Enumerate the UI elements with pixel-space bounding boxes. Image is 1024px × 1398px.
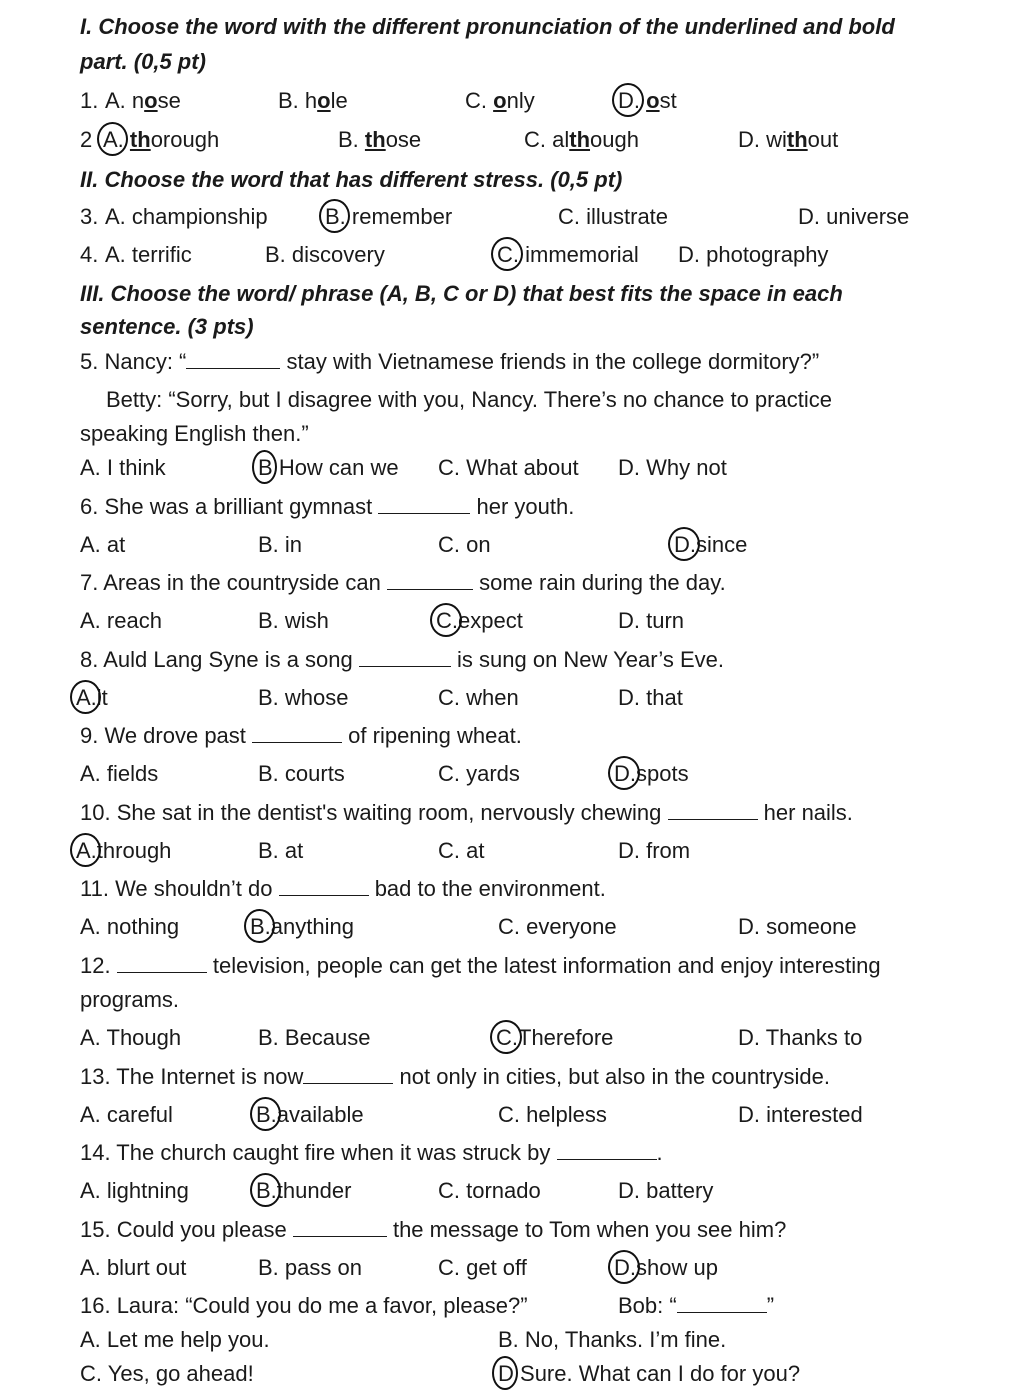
q13-stem: 13. The Internet is now not only in cities, but also in the countryside. — [80, 1064, 830, 1089]
q12-blank[interactable] — [117, 954, 207, 973]
q4-option-d[interactable]: D. photography — [678, 242, 829, 267]
q5-blank[interactable] — [186, 350, 280, 369]
q7-option-a[interactable]: A. reach — [80, 608, 162, 633]
q10-option-d[interactable]: D. from — [618, 838, 691, 863]
q13-option-c[interactable]: C. helpless — [498, 1102, 607, 1127]
q1-answer-circle: D. — [618, 86, 640, 116]
q1-option-a[interactable]: A. nose — [105, 88, 181, 113]
q13-option-b[interactable]: B.available — [256, 1100, 364, 1130]
q15-answer-circle: D. — [614, 1253, 636, 1283]
q5-option-d[interactable]: D. Why not — [618, 455, 727, 480]
q12-stem-line2: programs. — [80, 987, 180, 1012]
q4-option-b[interactable]: B. discovery — [265, 242, 385, 267]
q10-blank[interactable] — [668, 801, 758, 820]
q12-option-c[interactable]: C.Therefore — [496, 1023, 613, 1053]
q7-answer-circle: C. — [436, 606, 458, 636]
q11-blank[interactable] — [279, 877, 369, 896]
q16-option-a[interactable]: A. Let me help you. — [80, 1327, 270, 1352]
q10-answer-circle: A. — [76, 836, 97, 866]
q9-option-b[interactable]: B. courts — [258, 761, 345, 786]
q5-option-a[interactable]: A. I think — [80, 455, 166, 480]
q14-blank[interactable] — [557, 1141, 657, 1160]
q5-stem-line2: Betty: “Sorry, but I disagree with you, Nancy. There’s no chance to practice — [106, 387, 832, 412]
q10-option-b[interactable]: B. at — [258, 838, 304, 863]
q12-stem: 12. television, people can get the latest information and enjoy interesting — [80, 953, 881, 978]
q4-answer-circle: C. — [497, 240, 519, 270]
q4-option-c[interactable]: C. immemorial — [497, 240, 639, 270]
q5-option-c[interactable]: C. What about — [438, 455, 579, 480]
q14-option-d[interactable]: D. battery — [618, 1178, 714, 1203]
q1-option-b[interactable]: B. hole — [278, 88, 348, 113]
q15-option-a[interactable]: A. blurt out — [80, 1255, 187, 1280]
q8-option-d[interactable]: D. that — [618, 685, 683, 710]
q1-option-d[interactable]: D. ost — [618, 86, 677, 116]
q13-option-d[interactable]: D. interested — [738, 1102, 863, 1127]
section-2-heading: II. Choose the word that has different stress. (0,5 pt) — [80, 167, 623, 192]
q16-option-b[interactable]: B. No, Thanks. I’m fine. — [498, 1327, 727, 1352]
q5-option-b[interactable]: B How can we — [258, 453, 399, 483]
q7-option-b[interactable]: B. wish — [258, 608, 329, 633]
q16-option-d[interactable]: D Sure. What can I do for you? — [498, 1359, 800, 1389]
q1-number: 1. — [80, 88, 99, 113]
q15-stem: 15. Could you please the message to Tom when you see him? — [80, 1217, 787, 1242]
q2-option-a[interactable]: A. thorough — [103, 125, 219, 155]
q8-stem: 8. Auld Lang Syne is a song is sung on New Year’s Eve. — [80, 647, 725, 672]
q12-option-b[interactable]: B. Because — [258, 1025, 371, 1050]
q9-blank[interactable] — [252, 724, 342, 743]
q2-number: 2 — [80, 127, 93, 152]
q11-option-a[interactable]: A. nothing — [80, 914, 180, 939]
q5-stem-line3: speaking English then.” — [80, 421, 309, 446]
q3-option-b[interactable]: B. remember — [325, 202, 452, 232]
section-1-heading-cont: part. (0,5 pt) — [80, 49, 206, 74]
q8-option-b[interactable]: B. whose — [258, 685, 349, 710]
q15-blank[interactable] — [293, 1218, 387, 1237]
q16-answer-circle: D — [498, 1359, 514, 1389]
q13-answer-circle: B. — [256, 1100, 277, 1130]
q9-answer-circle: D. — [614, 759, 636, 789]
q7-blank[interactable] — [387, 571, 473, 590]
q15-option-b[interactable]: B. pass on — [258, 1255, 362, 1280]
q11-stem: 11. We shouldn’t do bad to the environment. — [80, 876, 606, 901]
q9-option-a[interactable]: A. fields — [80, 761, 159, 786]
section-3-heading-cont: sentence. (3 pts) — [80, 314, 254, 339]
q13-blank[interactable] — [303, 1065, 393, 1084]
q14-option-a[interactable]: A. lightning — [80, 1178, 189, 1203]
q2-option-d[interactable]: D. without — [738, 127, 839, 152]
q7-stem: 7. Areas in the countryside can some rain during the day. — [80, 570, 726, 595]
q4-option-a[interactable]: A. terrific — [105, 242, 192, 267]
q6-option-d[interactable]: D.since — [674, 530, 747, 560]
q10-option-a[interactable]: A.through — [76, 836, 171, 866]
q9-stem: 9. We drove past of ripening wheat. — [80, 723, 522, 748]
q14-answer-circle: B. — [256, 1176, 277, 1206]
q13-option-a[interactable]: A. careful — [80, 1102, 173, 1127]
q9-option-d[interactable]: D.spots — [614, 759, 689, 789]
section-3-heading: III. Choose the word/ phrase (A, B, C or D) that best fits the space in each — [80, 281, 843, 306]
q3-option-a[interactable]: A. championship — [105, 204, 268, 229]
q6-option-a[interactable]: A. at — [80, 532, 126, 557]
q3-option-c[interactable]: C. illustrate — [558, 204, 669, 229]
q11-option-d[interactable]: D. someone — [738, 914, 857, 939]
q6-blank[interactable] — [378, 495, 470, 514]
q6-stem: 6. She was a brilliant gymnast her youth. — [80, 494, 575, 519]
q2-option-c[interactable]: C. although — [524, 127, 639, 152]
q14-stem: 14. The church caught fire when it was struck by . — [80, 1140, 663, 1165]
q2-option-b[interactable]: B. those — [338, 127, 422, 152]
q3-answer-circle: B. — [325, 202, 346, 232]
q15-option-d[interactable]: D.show up — [614, 1253, 718, 1283]
q7-option-c[interactable]: C.expect — [436, 606, 523, 636]
q3-option-d[interactable]: D. universe — [798, 204, 910, 229]
q6-option-c[interactable]: C. on — [438, 532, 491, 557]
q7-option-d[interactable]: D. turn — [618, 608, 685, 633]
q3-number: 3. — [80, 204, 99, 229]
q8-option-c[interactable]: C. when — [438, 685, 519, 710]
q6-answer-circle: D. — [674, 530, 696, 560]
q5-stem: 5. Nancy: “ stay with Vietnamese friends in the college dormitory?” — [80, 349, 820, 374]
q11-answer-circle: B. — [250, 912, 271, 942]
q16-stem-bob: Bob: “ ” — [618, 1293, 775, 1318]
q6-option-b[interactable]: B. in — [258, 532, 303, 557]
q12-option-d[interactable]: D. Thanks to — [738, 1025, 863, 1050]
q16-blank[interactable] — [677, 1294, 767, 1313]
q12-answer-circle: C. — [496, 1023, 518, 1053]
q15-option-c[interactable]: C. get off — [438, 1255, 527, 1280]
section-1-heading: I. Choose the word with the different pronunciation of the underlined and bold — [80, 14, 895, 39]
q10-option-c[interactable]: C. at — [438, 838, 485, 863]
q16-option-c[interactable]: C. Yes, go ahead! — [80, 1361, 254, 1386]
q9-option-c[interactable]: C. yards — [438, 761, 520, 786]
q11-option-c[interactable]: C. everyone — [498, 914, 617, 939]
q1-option-c[interactable]: C. only — [465, 88, 535, 113]
q8-blank[interactable] — [359, 648, 451, 667]
q8-option-a[interactable]: A.it — [76, 683, 108, 713]
q2-answer-circle: A. — [103, 125, 124, 155]
q16-stem: 16. Laura: “Could you do me a favor, please?” — [80, 1293, 528, 1318]
q10-stem: 10. She sat in the dentist's waiting room, nervously chewing her nails. — [80, 800, 853, 825]
q14-option-b[interactable]: B.thunder — [256, 1176, 351, 1206]
q5-answer-circle: B — [258, 453, 273, 483]
q4-number: 4. — [80, 242, 99, 267]
q14-option-c[interactable]: C. tornado — [438, 1178, 541, 1203]
q12-option-a[interactable]: A. Though — [80, 1025, 182, 1050]
q8-answer-circle: A. — [76, 683, 97, 713]
q11-option-b[interactable]: B.anything — [250, 912, 354, 942]
